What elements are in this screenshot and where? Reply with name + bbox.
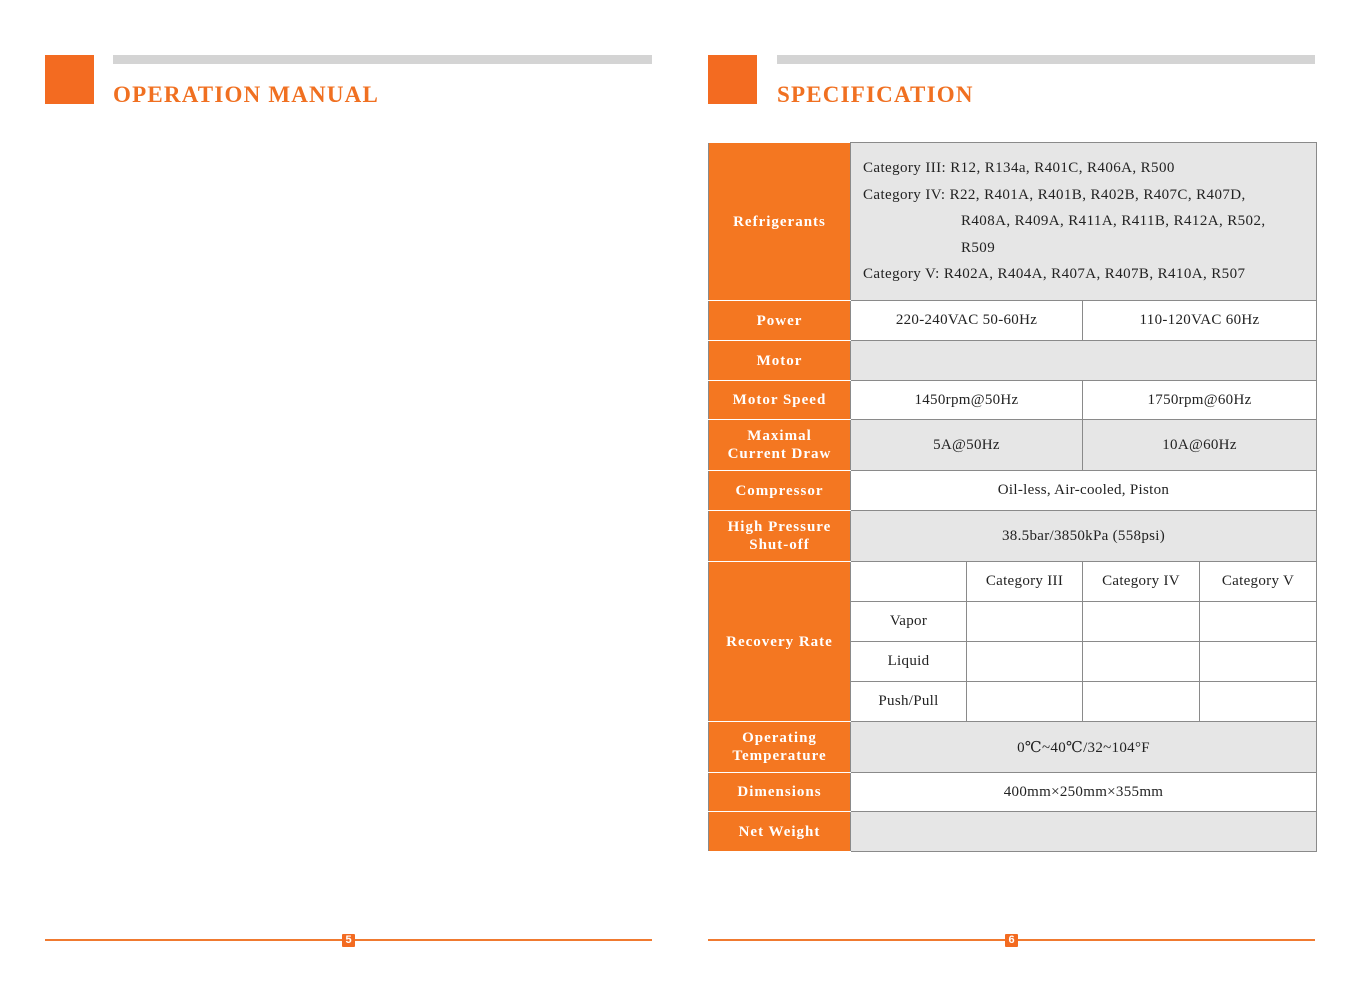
label-line: Temperature [732,748,827,764]
current-draw-value-1: 5A@50Hz [851,420,1083,471]
label-line: Maximal [747,428,812,444]
refrigerants-line: Category IV: R22, R401A, R401B, R402B, R407C, R407D, [863,186,1246,203]
label-net-weight: Net Weight [709,812,851,852]
row-motor [709,341,1317,381]
row-high-pressure [709,511,1317,562]
recovery-cell [1200,642,1317,682]
page-title: OPERATION MANUAL [113,82,380,107]
recovery-cell [1083,602,1200,642]
recovery-cell [1200,602,1317,642]
label-line: High Pressure [727,519,832,535]
row-refrigerants [709,143,1317,301]
header-square [45,55,94,104]
row-operating-temperature [709,722,1317,773]
net-weight-value [851,812,1317,852]
recovery-cell [1083,642,1200,682]
recovery-corner-cell [851,562,967,602]
label-line: Operating [742,730,817,746]
power-value-2: 110-120VAC 60Hz [1083,301,1317,341]
row-power [709,301,1317,341]
recovery-col-header: Category III [967,562,1083,602]
high-pressure-value: 38.5bar/3850kPa (558psi) [851,511,1317,562]
recovery-row-header: Liquid [851,642,967,682]
power-value-1: 220-240VAC 50-60Hz [851,301,1083,341]
label-operating-temperature [709,722,851,773]
operating-temperature-value: 0℃~40℃/32~104°F [851,722,1317,773]
recovery-cell [967,642,1083,682]
specification-table [708,142,1317,852]
refrigerants-line: Category V: R402A, R404A, R407A, R407B, R410A, R507 [863,266,1246,283]
left-page [0,0,680,992]
label-line: Shut-off [749,537,810,553]
label-high-pressure [709,511,851,562]
motor-speed-value-1: 1450rpm@50Hz [851,381,1083,420]
row-net-weight [709,812,1317,852]
label-power: Power [709,301,851,341]
recovery-row-header: Push/Pull [851,682,967,722]
motor-speed-value-2: 1750rpm@60Hz [1083,381,1317,420]
compressor-value: Oil-less, Air-cooled, Piston [851,471,1317,511]
header-square [708,55,757,104]
label-refrigerants: Refrigerants [709,143,851,301]
label-recovery-rate: Recovery Rate [709,562,851,722]
row-compressor [709,471,1317,511]
label-line: Current Draw [727,446,832,462]
dimensions-value: 400mm×250mm×355mm [851,773,1317,812]
refrigerants-value [851,143,1317,301]
label-motor: Motor [709,341,851,381]
label-current-draw [709,420,851,471]
row-recovery-header [709,562,1317,602]
current-draw-value-2: 10A@60Hz [1083,420,1317,471]
recovery-col-header: Category V [1200,562,1317,602]
refrigerants-line: R408A, R409A, R411A, R411B, R412A, R502, [961,213,1266,230]
page-number: 6 [1005,934,1018,947]
header-bar [777,55,1315,64]
row-dimensions [709,773,1317,812]
refrigerants-line: Category III: R12, R134a, R401C, R406A, R500 [863,160,1175,177]
label-compressor: Compressor [709,471,851,511]
recovery-row-header: Vapor [851,602,967,642]
row-current-draw [709,420,1317,471]
motor-value [851,341,1317,381]
page-title: SPECIFICATION [777,82,974,107]
recovery-cell [967,602,1083,642]
label-motor-speed: Motor Speed [709,381,851,420]
recovery-cell [1200,682,1317,722]
recovery-cell [967,682,1083,722]
right-page [680,0,1361,992]
refrigerants-line: R509 [961,239,996,256]
row-motor-speed [709,381,1317,420]
recovery-col-header: Category IV [1083,562,1200,602]
header-bar [113,55,652,64]
page-number: 5 [342,934,355,947]
recovery-cell [1083,682,1200,722]
label-dimensions: Dimensions [709,773,851,812]
